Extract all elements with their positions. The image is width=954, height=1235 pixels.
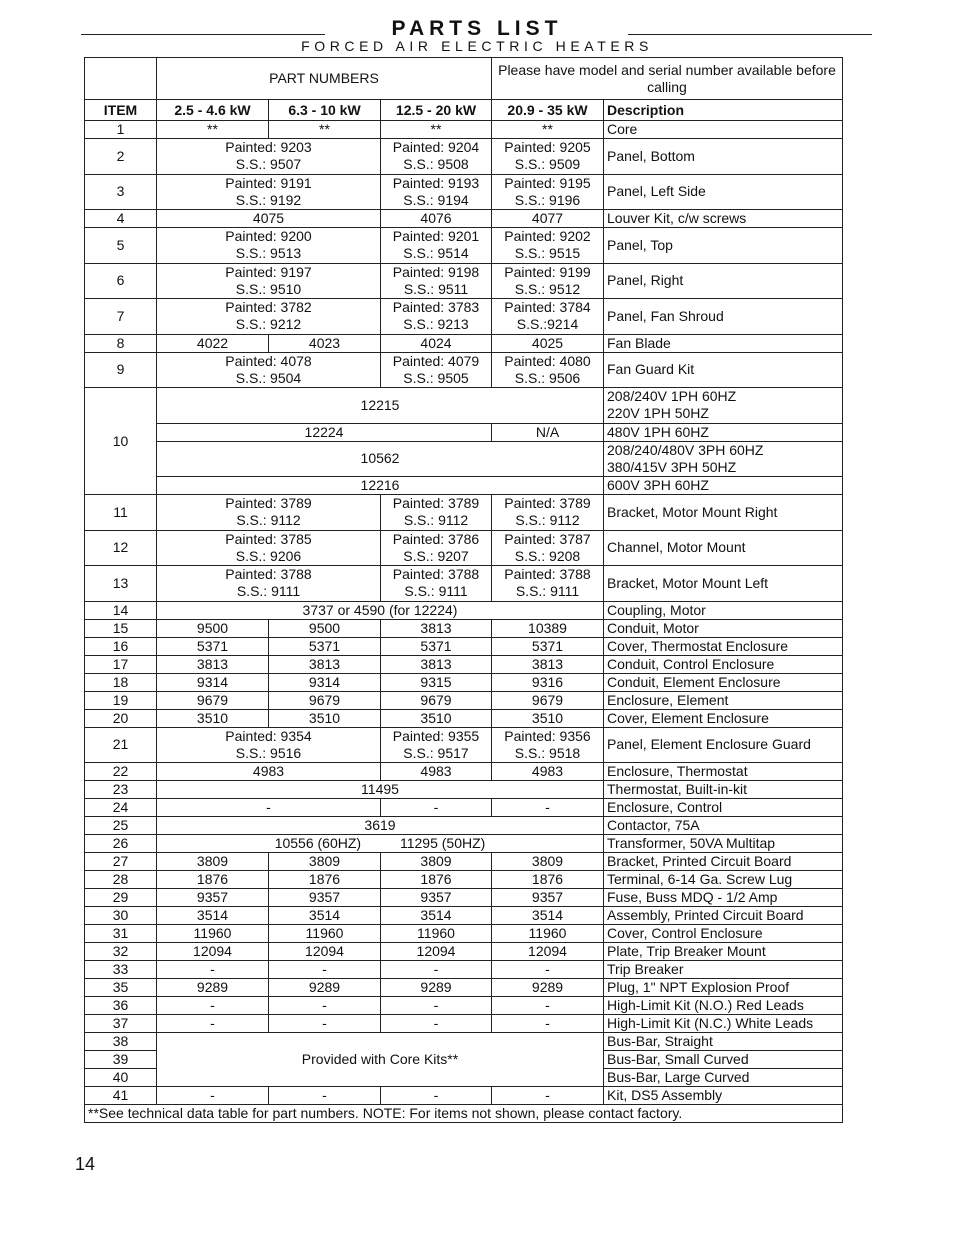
item-number: 32 [85, 943, 157, 961]
part-number-cell: 9314 [157, 673, 269, 691]
part-number-cell: 3514 [381, 907, 492, 925]
description-cell: Coupling, Motor [604, 601, 843, 619]
description-cell: Enclosure, Control [604, 799, 843, 817]
item-number: 27 [85, 853, 157, 871]
table-row [85, 299, 843, 335]
parts-table [84, 57, 843, 1123]
item-number: 14 [85, 601, 157, 619]
table-row [85, 388, 843, 424]
description-cell: Bus-Bar, Straight [604, 1033, 843, 1051]
item-number: 9 [85, 352, 157, 388]
page-subtitle: FORCED AIR ELECTRIC HEATERS [301, 38, 653, 54]
item-number: 41 [85, 1087, 157, 1105]
description-cell: Plate, Trip Breaker Mount [604, 943, 843, 961]
description-cell: Assembly, Printed Circuit Board [604, 907, 843, 925]
part-number-cell: 9289 [269, 979, 381, 997]
item-number: 13 [85, 566, 157, 602]
table-row [85, 1087, 843, 1105]
table-row [85, 263, 843, 299]
part-number-cell: 3809 [381, 853, 492, 871]
part-number-cell: Painted: 3788 S.S.: 9111 [492, 566, 604, 602]
part-number-cell: - [381, 1087, 492, 1105]
part-number-cell: ** [157, 121, 269, 139]
part-number-cell: Painted: 9198 S.S.: 9511 [381, 263, 492, 299]
item-number: 8 [85, 334, 157, 352]
column-header-12-5-kw: 12.5 - 20 kW [381, 100, 492, 121]
part-number-cell: Painted: 9202 S.S.: 9515 [492, 228, 604, 264]
part-number-cell: ** [492, 121, 604, 139]
column-header-description: Description [604, 100, 843, 121]
part-number-cell: 12215 [157, 388, 604, 424]
part-number-cell: 12094 [492, 943, 604, 961]
table-row [85, 637, 843, 655]
part-number-cell: 3809 [269, 853, 381, 871]
description-cell: Contactor, 75A [604, 817, 843, 835]
part-number-cell: - [381, 997, 492, 1015]
item-number: 29 [85, 889, 157, 907]
item-number: 25 [85, 817, 157, 835]
description-cell: Panel, Fan Shroud [604, 299, 843, 335]
item-number: 24 [85, 799, 157, 817]
part-number-cell: Painted: 9201 S.S.: 9514 [381, 228, 492, 264]
description-cell: Panel, Bottom [604, 139, 843, 175]
column-header-item: ITEM [85, 100, 157, 121]
part-number-cell: Painted: 9197 S.S.: 9510 [157, 263, 381, 299]
description-cell: High-Limit Kit (N.O.) Red Leads [604, 997, 843, 1015]
description-cell: Conduit, Motor [604, 619, 843, 637]
part-number-cell: 3514 [492, 907, 604, 925]
part-number-cell: 3809 [492, 853, 604, 871]
part-number-cell: 12216 [157, 477, 604, 495]
part-number-cell: 4076 [381, 210, 492, 228]
part-number-cell: Painted: 9356 S.S.: 9518 [492, 727, 604, 763]
item-number: 17 [85, 655, 157, 673]
part-number-cell: Painted: 9354 S.S.: 9516 [157, 727, 381, 763]
item-number: 21 [85, 727, 157, 763]
table-row [85, 799, 843, 817]
table-row [85, 174, 843, 210]
item-number: 37 [85, 1015, 157, 1033]
description-cell: Transformer, 50VA Multitap [604, 835, 843, 853]
part-number-cell: 3619 [157, 817, 604, 835]
table-row [85, 334, 843, 352]
description-cell: 208/240V 1PH 60HZ 220V 1PH 50HZ [604, 388, 843, 424]
part-number-cell: 4022 [157, 334, 269, 352]
part-number-cell: Painted: 9204 S.S.: 9508 [381, 139, 492, 175]
part-number-cell: Painted: 3787 S.S.: 9208 [492, 530, 604, 566]
part-number-cell: 3813 [269, 655, 381, 673]
part-number-cell: 3510 [157, 709, 269, 727]
part-number-cell: Painted: 3782 S.S.: 9212 [157, 299, 381, 335]
part-number-cell: 9357 [492, 889, 604, 907]
part-number-cell: - [157, 799, 381, 817]
part-number-cell: 9315 [381, 673, 492, 691]
part-number-cell: 5371 [381, 637, 492, 655]
part-number-cell: Painted: 3789 S.S.: 9112 [157, 495, 381, 531]
part-number-cell: 3737 or 4590 (for 12224) [157, 601, 604, 619]
part-number-cell: 9679 [381, 691, 492, 709]
part-number-cell: 9679 [157, 691, 269, 709]
footnote: **See technical data table for part numbers. NOTE: For items not shown, please contact factory. [85, 1105, 843, 1123]
description-cell: Bracket, Motor Mount Right [604, 495, 843, 531]
description-cell: Bus-Bar, Large Curved [604, 1069, 843, 1087]
part-number-cell: 9316 [492, 673, 604, 691]
group-header-blank [85, 58, 157, 100]
part-number-cell: 5371 [269, 637, 381, 655]
part-number-cell: 1876 [381, 871, 492, 889]
part-number-cell: 3809 [157, 853, 269, 871]
item-number: 3 [85, 174, 157, 210]
part-number-cell: Painted: 9200 S.S.: 9513 [157, 228, 381, 264]
part-number-cell: 4075 [157, 210, 381, 228]
part-number-cell: Painted: 3784 S.S.:9214 [492, 299, 604, 335]
item-number: 16 [85, 637, 157, 655]
item-number: 1 [85, 121, 157, 139]
item-number: 10 [85, 388, 157, 495]
part-number-cell: Painted: 9199 S.S.: 9512 [492, 263, 604, 299]
part-number-cell: 4983 [381, 763, 492, 781]
table-row [85, 961, 843, 979]
part-number-cell: 9679 [492, 691, 604, 709]
description-cell: Trip Breaker [604, 961, 843, 979]
item-number: 20 [85, 709, 157, 727]
description-cell: Enclosure, Element [604, 691, 843, 709]
item-number: 19 [85, 691, 157, 709]
part-number-cell: 5371 [157, 637, 269, 655]
item-number: 38 [85, 1033, 157, 1051]
part-number-cell: 9679 [269, 691, 381, 709]
table-row [85, 441, 843, 477]
table-row [85, 853, 843, 871]
group-header-row [85, 58, 843, 100]
part-number-cell: 11960 [157, 925, 269, 943]
footnote-row [85, 1105, 843, 1123]
part-number-cell: - [381, 799, 492, 817]
description-cell: Plug, 1" NPT Explosion Proof [604, 979, 843, 997]
table-row [85, 691, 843, 709]
part-number-cell: 9500 [157, 619, 269, 637]
part-number-cell: 3813 [157, 655, 269, 673]
item-number: 15 [85, 619, 157, 637]
part-number-cell: 9500 [269, 619, 381, 637]
table-row [85, 619, 843, 637]
part-number-cell: 4077 [492, 210, 604, 228]
item-number: 5 [85, 228, 157, 264]
part-number-cell: 9289 [381, 979, 492, 997]
table-row [85, 673, 843, 691]
part-number-cell: Painted: 3786 S.S.: 9207 [381, 530, 492, 566]
part-number-cell: 10556 (60HZ) 11295 (50HZ) [157, 835, 604, 853]
table-row [85, 1015, 843, 1033]
table-row [85, 889, 843, 907]
part-number-cell: - [157, 961, 269, 979]
item-number: 26 [85, 835, 157, 853]
part-number-cell: 4025 [492, 334, 604, 352]
serial-note: Please have model and serial number available before calling [492, 58, 843, 100]
part-number-cell: Painted: 3789 S.S.: 9112 [381, 495, 492, 531]
description-cell: Bracket, Printed Circuit Board [604, 853, 843, 871]
item-number: 39 [85, 1051, 157, 1069]
item-number: 31 [85, 925, 157, 943]
item-number: 23 [85, 781, 157, 799]
table-row [85, 943, 843, 961]
part-number-cell: 11495 [157, 781, 604, 799]
item-number: 33 [85, 961, 157, 979]
part-number-cell: 9289 [492, 979, 604, 997]
table-row [85, 228, 843, 264]
part-number-cell: - [157, 997, 269, 1015]
description-cell: Kit, DS5 Assembly [604, 1087, 843, 1105]
description-cell: Bus-Bar, Small Curved [604, 1051, 843, 1069]
item-number: 18 [85, 673, 157, 691]
part-number-cell: Painted: 9195 S.S.: 9196 [492, 174, 604, 210]
part-number-cell: 3514 [269, 907, 381, 925]
part-number-cell: Painted: 9193 S.S.: 9194 [381, 174, 492, 210]
part-number-cell: - [381, 1015, 492, 1033]
table-row [85, 835, 843, 853]
description-cell: Enclosure, Thermostat [604, 763, 843, 781]
part-number-cell: - [381, 961, 492, 979]
description-cell: Channel, Motor Mount [604, 530, 843, 566]
table-row [85, 817, 843, 835]
description-cell: 600V 3PH 60HZ [604, 477, 843, 495]
description-cell: Fan Blade [604, 334, 843, 352]
table-row [85, 121, 843, 139]
part-number-cell: - [492, 1015, 604, 1033]
part-number-cell: 12094 [157, 943, 269, 961]
part-number-cell: 11960 [381, 925, 492, 943]
part-number-cell: 3514 [157, 907, 269, 925]
part-number-cell: - [269, 961, 381, 979]
part-number-cell: 12094 [269, 943, 381, 961]
table-row [85, 907, 843, 925]
table-row [85, 871, 843, 889]
description-cell: Cover, Thermostat Enclosure [604, 637, 843, 655]
part-numbers-header: PART NUMBERS [157, 58, 492, 100]
item-number: 36 [85, 997, 157, 1015]
part-number-cell: Painted: 3785 S.S.: 9206 [157, 530, 381, 566]
description-cell: Cover, Control Enclosure [604, 925, 843, 943]
part-number-cell: - [269, 1015, 381, 1033]
item-number: 40 [85, 1069, 157, 1087]
part-number-cell: ** [381, 121, 492, 139]
part-number-cell: - [269, 997, 381, 1015]
description-cell: Cover, Element Enclosure [604, 709, 843, 727]
table-row [85, 997, 843, 1015]
item-number: 12 [85, 530, 157, 566]
part-number-cell: 4024 [381, 334, 492, 352]
part-number-cell: 1876 [492, 871, 604, 889]
part-number-cell: 10389 [492, 619, 604, 637]
part-number-cell: 3510 [269, 709, 381, 727]
part-number-cell: 9357 [381, 889, 492, 907]
table-row [85, 655, 843, 673]
part-number-cell: Provided with Core Kits** [157, 1033, 604, 1087]
description-cell: Conduit, Control Enclosure [604, 655, 843, 673]
description-cell: Bracket, Motor Mount Left [604, 566, 843, 602]
parts-table-body [85, 58, 843, 1123]
part-number-cell: 3813 [381, 655, 492, 673]
column-header-6-3-kw: 6.3 - 10 kW [269, 100, 381, 121]
part-number-cell: 9357 [269, 889, 381, 907]
part-number-cell: 1876 [157, 871, 269, 889]
part-number-cell: 12094 [381, 943, 492, 961]
part-number-cell: - [157, 1015, 269, 1033]
table-row [85, 495, 843, 531]
part-number-cell: ** [269, 121, 381, 139]
part-number-cell: 9289 [157, 979, 269, 997]
description-cell: Fuse, Buss MDQ - 1/2 Amp [604, 889, 843, 907]
part-number-cell: 3510 [492, 709, 604, 727]
part-number-cell: Painted: 9205 S.S.: 9509 [492, 139, 604, 175]
part-number-cell: Painted: 3788 S.S.: 9111 [381, 566, 492, 602]
description-cell: Terminal, 6-14 Ga. Screw Lug [604, 871, 843, 889]
item-number: 11 [85, 495, 157, 531]
table-row [85, 1033, 843, 1051]
part-number-cell: 9357 [157, 889, 269, 907]
part-number-cell: Painted: 9355 S.S.: 9517 [381, 727, 492, 763]
table-row [85, 352, 843, 388]
item-number: 22 [85, 763, 157, 781]
description-cell: Louver Kit, c/w screws [604, 210, 843, 228]
part-number-cell: - [492, 997, 604, 1015]
description-cell: Conduit, Element Enclosure [604, 673, 843, 691]
part-number-cell: 9314 [269, 673, 381, 691]
part-number-cell: 4023 [269, 334, 381, 352]
part-number-cell: 11960 [492, 925, 604, 943]
part-number-cell: Painted: 4080 S.S.: 9506 [492, 352, 604, 388]
page-title: PARTS LIST [391, 17, 563, 40]
part-number-cell: 10562 [157, 441, 604, 477]
column-header-20-9-kw: 20.9 - 35 kW [492, 100, 604, 121]
table-row [85, 423, 843, 441]
description-cell: Fan Guard Kit [604, 352, 843, 388]
table-row [85, 979, 843, 997]
table-row [85, 763, 843, 781]
part-number-cell: 1876 [269, 871, 381, 889]
table-row [85, 601, 843, 619]
table-row [85, 781, 843, 799]
part-number-cell: 4983 [492, 763, 604, 781]
table-row [85, 477, 843, 495]
part-number-cell: 4983 [157, 763, 381, 781]
item-number: 4 [85, 210, 157, 228]
table-row [85, 925, 843, 943]
table-row [85, 727, 843, 763]
part-number-cell: - [492, 1087, 604, 1105]
item-number: 35 [85, 979, 157, 997]
item-number: 30 [85, 907, 157, 925]
part-number-cell: - [492, 799, 604, 817]
column-header-row [85, 100, 843, 121]
part-number-cell: 3510 [381, 709, 492, 727]
part-number-cell: Painted: 3789 S.S.: 9112 [492, 495, 604, 531]
description-cell: Panel, Top [604, 228, 843, 264]
table-row [85, 139, 843, 175]
description-cell: High-Limit Kit (N.C.) White Leads [604, 1015, 843, 1033]
part-number-cell: Painted: 3783 S.S.: 9213 [381, 299, 492, 335]
description-cell: Thermostat, Built-in-kit [604, 781, 843, 799]
table-row [85, 210, 843, 228]
part-number-cell: 3813 [381, 619, 492, 637]
page-number: 14 [75, 1154, 96, 1174]
description-cell: 208/240/480V 3PH 60HZ 380/415V 3PH 50HZ [604, 441, 843, 477]
table-row [85, 709, 843, 727]
part-number-cell: Painted: 9191 S.S.: 9192 [157, 174, 381, 210]
part-number-cell: - [492, 961, 604, 979]
part-number-cell: N/A [492, 423, 604, 441]
description-cell: Panel, Left Side [604, 174, 843, 210]
item-number: 28 [85, 871, 157, 889]
part-number-cell: Painted: 4079 S.S.: 9505 [381, 352, 492, 388]
description-cell: Core [604, 121, 843, 139]
part-number-cell: 3813 [492, 655, 604, 673]
part-number-cell: 11960 [269, 925, 381, 943]
description-cell: Panel, Right [604, 263, 843, 299]
item-number: 2 [85, 139, 157, 175]
part-number-cell: 12224 [157, 423, 492, 441]
item-number: 7 [85, 299, 157, 335]
part-number-cell: Painted: 3788 S.S.: 9111 [157, 566, 381, 602]
description-cell: Panel, Element Enclosure Guard [604, 727, 843, 763]
item-number: 6 [85, 263, 157, 299]
column-header-2-5-kw: 2.5 - 4.6 kW [157, 100, 269, 121]
part-number-cell: 5371 [492, 637, 604, 655]
table-row [85, 566, 843, 602]
part-number-cell: Painted: 9203 S.S.: 9507 [157, 139, 381, 175]
part-number-cell: Painted: 4078 S.S.: 9504 [157, 352, 381, 388]
table-row [85, 530, 843, 566]
part-number-cell: - [157, 1087, 269, 1105]
part-number-cell: - [269, 1087, 381, 1105]
description-cell: 480V 1PH 60HZ [604, 423, 843, 441]
